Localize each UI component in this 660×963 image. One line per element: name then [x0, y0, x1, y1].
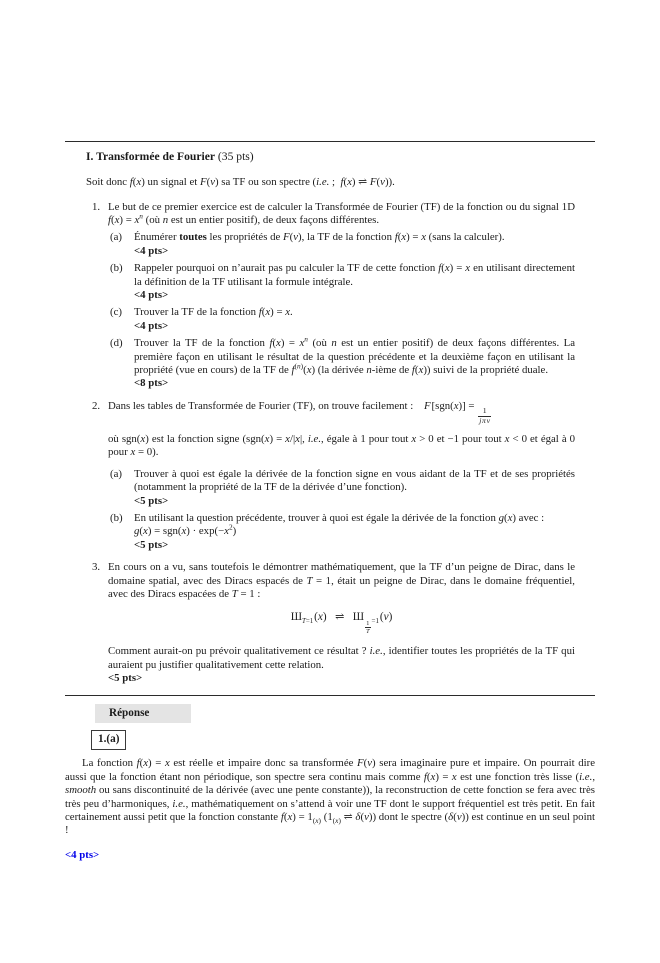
question-1c — [108, 306, 575, 333]
question-2-text: Dans les tables de Transformée de Fourier (TF), on trouve facilement : F [sgn(x)] = $\frac{1}{\text{j π ν}}$ — [108, 399, 491, 426]
dirac-comb-equation: $Ш_{T=1}$ (x) ⇌ Ш $_{\frac{1}{T} =1}$ (ν) — [290, 610, 393, 636]
question-3-points: <5 pts> — [108, 672, 143, 685]
question-1-body — [108, 201, 575, 391]
intro-paragraph: Soit donc f(x) un signal et F(ν) sa TF ou son spectre (i.e. ; f(x) ⇌ F(ν)). — [86, 176, 395, 189]
question-2-label: 2. — [92, 399, 101, 412]
section-points: (35 pts) — [215, 150, 254, 163]
question-3-followup: Comment aurait-on pu prévoir qualitativement ce résultat ? i.e., identifier toutes les propriétés de la TF qui auraient pu justifier qualitativement cette relation. — [108, 645, 575, 671]
question-1 — [65, 201, 595, 391]
question-2b-text: En utilisant la question précédente, trouver à quoi est égale la dérivée de la fonction g(x) avec : $g(x) = sgn(x) \cdot \exp(-x^2)$ — [134, 512, 545, 538]
question-2a-label: (a) — [110, 467, 122, 480]
question-1c-text: Trouver la TF de la fonction f(x) = x. — [134, 306, 293, 319]
question-1b-points: <4 pts> — [134, 289, 169, 302]
question-1a-points: <4 pts> — [134, 244, 169, 257]
question-2-body — [108, 400, 575, 552]
question-3-body — [108, 561, 575, 685]
question-1b — [108, 262, 575, 302]
question-2a-points: <5 pts> — [134, 494, 169, 507]
question-1a-label: (a) — [110, 231, 122, 244]
question-1-text: Le but de ce premier exercice est de calculer la Transformée de Fourier (TF) de la fonction ou du signal 1D $f(x) = x^n$ (où n est un entier positif), de deux façons différentes. — [108, 200, 575, 227]
question-3 — [65, 561, 595, 685]
question-3-label: 3. — [92, 561, 101, 574]
question-2a-text: Trouver à quoi est égale la dérivée de la fonction signe en vous aidant de la TF et de ses propriétés (notamment la propriété de la TF de la dérivée d’une fonction). — [134, 467, 575, 494]
question-1d-text: Trouver la TF de la fonction $f(x) = x^n$ (où n est un entier positif) de deux façons différentes. La première façon en utilisant le résultat de la question précédente et la deuxième façon en utilisant la propriété (vue en cours) de la TF de $f^{(n)}(x)$ (la dérivée n-ième de f(x)) suivi de la propriété duale. — [134, 334, 576, 377]
answer-question-ref-box: 1.(a) — [91, 730, 126, 750]
question-2a — [108, 468, 575, 508]
answer-points: <4 pts> — [65, 848, 100, 861]
question-1b-text: Rappeler pourquoi on n’aurait pas pu calculer la TF de cette fonction f(x) = x en utilisant directement la définition de la TF utilisant la formule intégrale. — [134, 262, 575, 288]
answer-heading: Réponse — [95, 704, 191, 723]
question-2b-points: <5 pts> — [134, 538, 169, 551]
question-2 — [65, 400, 595, 552]
section-title — [65, 150, 595, 163]
question-3-text: En cours on a vu, sans toutefois le démontrer mathématiquement, que la TF d’un peigne de Dirac, dans le domaine spatial, avec des Diracs espacés de T = 1, était un peigne de Dirac, dans le domaine fréquentiel, avec des Diracs espacées de T = 1 : — [108, 561, 575, 601]
question-1b-label: (b) — [110, 262, 123, 275]
question-1d-points: <8 pts> — [134, 377, 169, 390]
question-2b-label: (b) — [110, 512, 123, 525]
question-1a-text: Énumérer toutes les propriétés de F(ν), la TF de la fonction f(x) = x (sans la calculer). — [134, 231, 505, 244]
exam-sheet — [65, 141, 595, 862]
question-1c-points: <4 pts> — [134, 319, 169, 332]
question-2b — [108, 512, 575, 552]
question-1c-label: (c) — [110, 306, 122, 319]
question-1d-label: (d) — [110, 337, 123, 350]
question-1a — [108, 231, 575, 258]
question-2-note: où sgn(x) est la fonction signe (sgn(x) = x/|x|, i.e., égale à 1 pour tout x > 0 et −1 pour tout x < 0 et égal à 0 pour x = 0). — [108, 433, 576, 459]
question-1d — [108, 334, 576, 391]
answer-paragraph: La fonction f(x) = x est réelle et impaire donc sa transformée F(ν) sera imaginaire pure et impaire. On pourrait dire aussi que la fonction étant non périodique, son spectre sera continu mais comme f(x) = x est une fonction très lisse (i.e., smooth ou sans discontinuité de la dérivée (avec une pente constante)), la reconstruction de cette fonction se fera avec très très peu d’harmoniques, i.e., mathématiquement on s’attend à voir une TF dont le support fréquentiel est très petit. En fait certainement aussi petit que la fonction constante $f(x) = 1_{(x)}$ ($1_{(x)}$ ⇌ δ(ν)) dont le spectre (δ(ν)) est continue en un seul point ! — [65, 757, 596, 837]
question-1-label: 1. — [92, 200, 101, 213]
section-title-text: I. Transformée de Fourier — [86, 150, 216, 163]
